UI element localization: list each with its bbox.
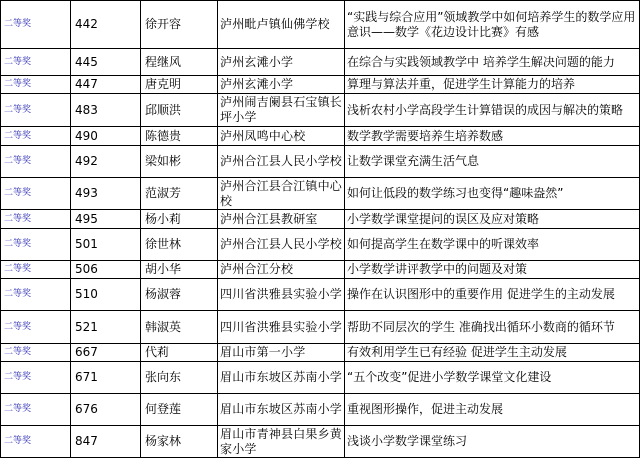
entry-number-cell: 447 bbox=[71, 76, 141, 94]
table-row bbox=[1, 344, 640, 362]
author-name-cell: 程继风 bbox=[141, 49, 218, 76]
table-row bbox=[1, 127, 640, 146]
table-row bbox=[1, 229, 640, 261]
award-level-cell: 二等奖 bbox=[1, 362, 71, 394]
school-cell: 泸州毗卢镇仙佛学校 bbox=[218, 1, 345, 49]
entry-number-cell: 501 bbox=[71, 229, 141, 261]
author-name-cell: 胡小华 bbox=[141, 261, 218, 279]
school-cell: 泸州合江县合江镇中心校 bbox=[218, 178, 345, 210]
paper-title-cell: 有效利用学生已有经验 促进学生主动发展 bbox=[345, 344, 640, 362]
award-level-cell: 二等奖 bbox=[1, 229, 71, 261]
table-row bbox=[1, 261, 640, 279]
paper-title-cell: 帮助不同层次的学生 准确找出循环小数商的循环节 bbox=[345, 311, 640, 344]
award-level-cell: 二等奖 bbox=[1, 311, 71, 344]
entry-number-cell: 493 bbox=[71, 178, 141, 210]
table-row bbox=[1, 394, 640, 426]
paper-title-cell: 小学数学课堂提问的误区及应对策略 bbox=[345, 210, 640, 229]
entry-number-cell: 442 bbox=[71, 1, 141, 49]
author-name-cell: 徐世林 bbox=[141, 229, 218, 261]
author-name-cell: 范淑芳 bbox=[141, 178, 218, 210]
entry-number-cell: 671 bbox=[71, 362, 141, 394]
author-name-cell: 张向东 bbox=[141, 362, 218, 394]
author-name-cell: 杨小莉 bbox=[141, 210, 218, 229]
author-name-cell: 唐克明 bbox=[141, 76, 218, 94]
table-row bbox=[1, 76, 640, 94]
entry-number-cell: 847 bbox=[71, 426, 141, 458]
table-row bbox=[1, 94, 640, 127]
paper-title-cell: 数学教学需要培养生培养数感 bbox=[345, 127, 640, 146]
award-level-cell: 二等奖 bbox=[1, 127, 71, 146]
school-cell: 四川省洪雅县实验小学 bbox=[218, 311, 345, 344]
paper-title-cell: 浅谈小学数学课堂练习 bbox=[345, 426, 640, 458]
paper-title-cell: 如何提高学生在数学课中的听课效率 bbox=[345, 229, 640, 261]
author-name-cell: 杨家林 bbox=[141, 426, 218, 458]
award-level-cell: 二等奖 bbox=[1, 279, 71, 311]
author-name-cell: 陈德贵 bbox=[141, 127, 218, 146]
author-name-cell: 梁如彬 bbox=[141, 146, 218, 178]
entry-number-cell: 676 bbox=[71, 394, 141, 426]
table-row bbox=[1, 49, 640, 76]
award-level-cell: 二等奖 bbox=[1, 49, 71, 76]
entry-number-cell: 495 bbox=[71, 210, 141, 229]
paper-title-cell: “五个改变”促进小学数学课堂文化建设 bbox=[345, 362, 640, 394]
table-row bbox=[1, 311, 640, 344]
award-level-cell: 二等奖 bbox=[1, 394, 71, 426]
award-level-cell: 二等奖 bbox=[1, 76, 71, 94]
school-cell: 眉山市第一小学 bbox=[218, 344, 345, 362]
author-name-cell: 杨淑蓉 bbox=[141, 279, 218, 311]
paper-title-cell: “实践与综合应用”领域教学中如何培养学生的数学应用意识——数学《花边设计比赛》有感 bbox=[345, 1, 640, 49]
author-name-cell: 徐开容 bbox=[141, 1, 218, 49]
school-cell: 眉山市青神县白果乡黄家小学 bbox=[218, 426, 345, 458]
award-level-cell: 二等奖 bbox=[1, 178, 71, 210]
paper-title-cell: 如何让低段的数学练习也变得“趣味盎然” bbox=[345, 178, 640, 210]
award-level-cell: 二等奖 bbox=[1, 210, 71, 229]
entry-number-cell: 521 bbox=[71, 311, 141, 344]
table-row bbox=[1, 178, 640, 210]
author-name-cell: 韩淑英 bbox=[141, 311, 218, 344]
entry-number-cell: 506 bbox=[71, 261, 141, 279]
paper-title-cell: 操作在认识图形中的重要作用 促进学生的主动发展 bbox=[345, 279, 640, 311]
school-cell: 泸州合江县教研室 bbox=[218, 210, 345, 229]
paper-title-cell: 重视图形操作，促进主动发展 bbox=[345, 394, 640, 426]
table-row bbox=[1, 1, 640, 49]
school-cell: 泸州凤鸣中心校 bbox=[218, 127, 345, 146]
school-cell: 泸州合江县人民小学校 bbox=[218, 146, 345, 178]
award-level-cell: 二等奖 bbox=[1, 426, 71, 458]
school-cell: 眉山市东坡区苏南小学 bbox=[218, 362, 345, 394]
school-cell: 泸州玄滩小学 bbox=[218, 76, 345, 94]
award-level-cell: 二等奖 bbox=[1, 146, 71, 178]
table-row bbox=[1, 279, 640, 311]
school-cell: 眉山市东坡区苏南小学 bbox=[218, 394, 345, 426]
table-row bbox=[1, 210, 640, 229]
awards-table-body bbox=[1, 1, 640, 458]
paper-title-cell: 在综合与实践领域教学中 培养学生解决问题的能力 bbox=[345, 49, 640, 76]
entry-number-cell: 667 bbox=[71, 344, 141, 362]
award-level-cell: 二等奖 bbox=[1, 1, 71, 49]
entry-number-cell: 445 bbox=[71, 49, 141, 76]
author-name-cell: 邱顺洪 bbox=[141, 94, 218, 127]
table-row bbox=[1, 362, 640, 394]
table-row bbox=[1, 146, 640, 178]
author-name-cell: 何登莲 bbox=[141, 394, 218, 426]
school-cell: 泸州合江分校 bbox=[218, 261, 345, 279]
school-cell: 泸州合江县人民小学校 bbox=[218, 229, 345, 261]
award-level-cell: 二等奖 bbox=[1, 344, 71, 362]
award-level-cell: 二等奖 bbox=[1, 261, 71, 279]
author-name-cell: 代莉 bbox=[141, 344, 218, 362]
entry-number-cell: 490 bbox=[71, 127, 141, 146]
school-cell: 四川省洪雅县实验小学 bbox=[218, 279, 345, 311]
table-row bbox=[1, 426, 640, 458]
paper-title-cell: 小学数学讲评教学中的问题及对策 bbox=[345, 261, 640, 279]
entry-number-cell: 483 bbox=[71, 94, 141, 127]
entry-number-cell: 492 bbox=[71, 146, 141, 178]
entry-number-cell: 510 bbox=[71, 279, 141, 311]
award-level-cell: 二等奖 bbox=[1, 94, 71, 127]
school-cell: 泸州玄滩小学 bbox=[218, 49, 345, 76]
paper-title-cell: 算理与算法并重，促进学生计算能力的培养 bbox=[345, 76, 640, 94]
paper-title-cell: 让数学课堂充满生活气息 bbox=[345, 146, 640, 178]
paper-title-cell: 浅析农村小学高段学生计算错误的成因与解决的策略 bbox=[345, 94, 640, 127]
school-cell: 泸州闹吉阑县石宝镇长坪小学 bbox=[218, 94, 345, 127]
